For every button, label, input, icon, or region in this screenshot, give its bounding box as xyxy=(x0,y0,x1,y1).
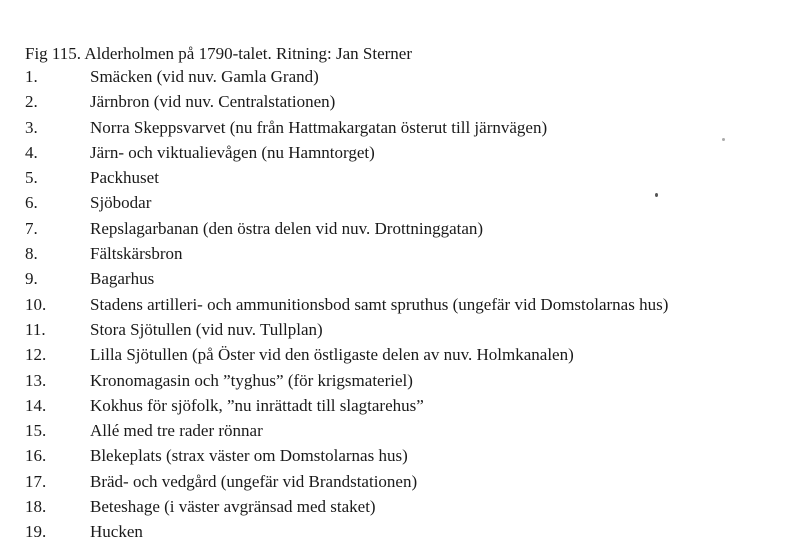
legend-text: Stora Sjötullen (vid nuv. Tullplan) xyxy=(90,319,323,339)
legend-number: 9. xyxy=(25,269,38,289)
legend-text: Bagarhus xyxy=(90,269,155,289)
legend-text: Allé med tre rader rönnar xyxy=(90,421,263,441)
legend-number: 15. xyxy=(25,421,47,441)
legend-number: 5. xyxy=(25,168,38,188)
legend-item xyxy=(0,294,807,319)
legend-number: 17. xyxy=(25,471,47,491)
legend-number: 19. xyxy=(25,522,47,542)
legend-text: Hucken xyxy=(90,522,143,542)
legend-number: 1. xyxy=(25,67,38,86)
legend-number: 18. xyxy=(25,497,47,517)
legend-item xyxy=(0,319,807,344)
legend-number: 11. xyxy=(25,319,46,339)
legend-number: 3. xyxy=(25,117,38,137)
legend-number: 13. xyxy=(25,370,47,390)
legend-number: 6. xyxy=(25,193,38,213)
legend-text: Järnbron (vid nuv. Centralstationen) xyxy=(90,92,336,112)
legend-item xyxy=(0,167,807,192)
legend-item xyxy=(0,66,807,91)
legend-number: 10. xyxy=(25,294,47,314)
legend-number: 12. xyxy=(25,345,47,365)
legend-number: 14. xyxy=(25,395,47,415)
legend-item xyxy=(0,344,807,369)
legend-text: Bräd- och vedgård (ungefär vid Brandstationen) xyxy=(90,471,418,491)
legend-item xyxy=(0,142,807,167)
legend-number: 8. xyxy=(25,244,38,264)
legend-list xyxy=(0,66,807,547)
legend-text: Sjöbodar xyxy=(90,193,152,213)
legend-text: Kokhus för sjöfolk, ”nu inrättadt till slagtarehus” xyxy=(90,395,424,415)
legend-item xyxy=(0,192,807,217)
legend-item xyxy=(0,471,807,496)
scan-speck xyxy=(722,138,725,141)
legend-text: Fältskärsbron xyxy=(90,244,183,264)
legend-item xyxy=(0,268,807,293)
legend-text: Smäcken (vid nuv. Gamla Grand) xyxy=(90,67,319,86)
legend-item xyxy=(0,445,807,470)
legend-item xyxy=(0,243,807,268)
legend-number: 4. xyxy=(25,142,38,162)
figure-caption: Fig 115. Alderholmen på 1790-talet. Ritning: Jan Sterner xyxy=(25,44,413,63)
legend-item xyxy=(0,420,807,445)
legend-text: Lilla Sjötullen (på Öster vid den östligaste delen av nuv. Holmkanalen) xyxy=(90,345,574,365)
legend-item xyxy=(0,117,807,142)
legend-text: Järn- och viktualievågen (nu Hamntorget) xyxy=(90,142,375,162)
legend-item xyxy=(0,496,807,521)
legend-text: Blekeplats (strax väster om Domstolarnas hus) xyxy=(90,446,408,466)
legend-item xyxy=(0,370,807,395)
legend-item xyxy=(0,521,807,546)
legend-text: Kronomagasin och ”tyghus” (för krigsmateriel) xyxy=(90,370,413,390)
legend-number: 16. xyxy=(25,446,47,466)
legend-text: Beteshage (i väster avgränsad med staket) xyxy=(90,497,376,517)
legend-text: Norra Skeppsvarvet (nu från Hattmakargatan österut till järnvägen) xyxy=(90,117,548,137)
scan-speck xyxy=(655,193,658,197)
legend-number: 2. xyxy=(25,92,38,112)
legend-text: Repslagarbanan (den östra delen vid nuv. Drottninggatan) xyxy=(90,218,484,238)
legend-number: 7. xyxy=(25,218,38,238)
legend-text: Packhuset xyxy=(90,168,159,188)
legend-item xyxy=(0,218,807,243)
legend-item xyxy=(0,91,807,116)
legend-text: Stadens artilleri- och ammunitionsbod samt spruthus (ungefär vid Domstolarnas hus) xyxy=(90,294,669,314)
legend-item xyxy=(0,395,807,420)
